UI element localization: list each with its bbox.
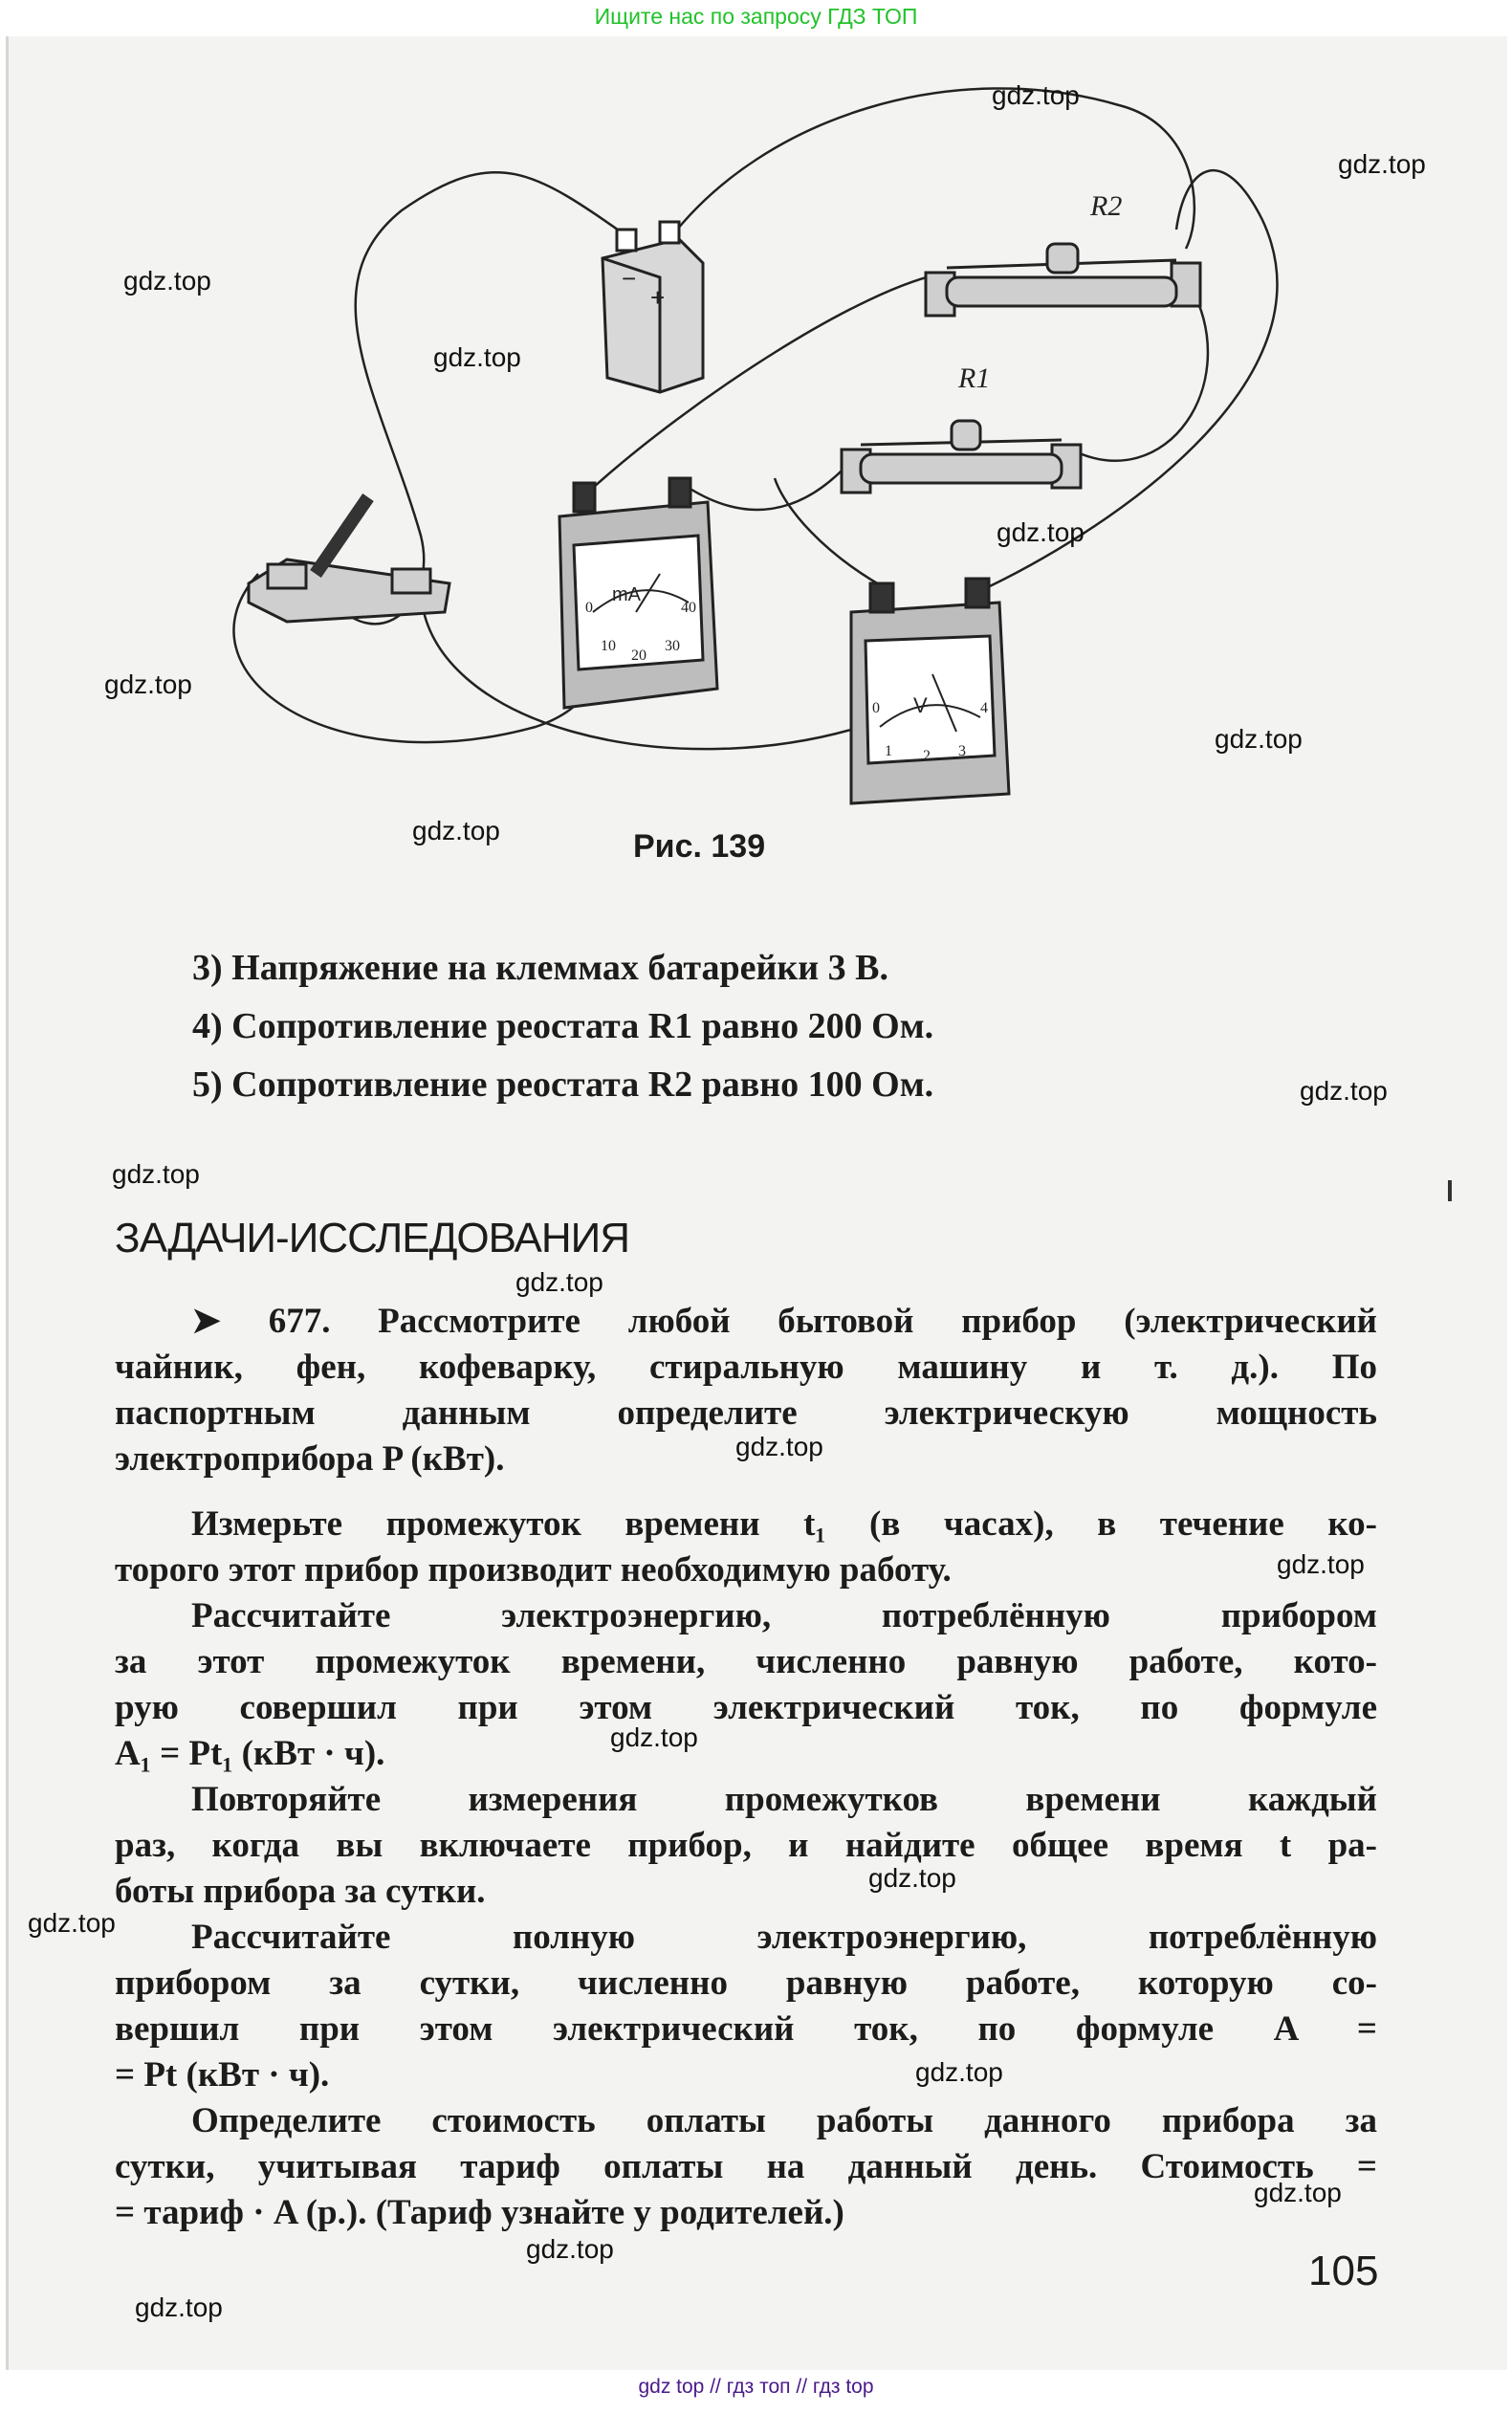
wires [233,88,1277,749]
watermark: gdz.top [610,1722,698,1752]
paragraph-line: A₁ = Pt₁ (кВт · ч). [115,1734,385,1773]
watermark: gdz.top [104,669,192,699]
paragraph-line: электроприбора P (кВт). [115,1439,505,1479]
paragraph-line: боты прибора за сутки. [115,1872,486,1911]
voltmeter-tick: 2 [923,748,931,764]
watermark: gdz.top [1338,149,1426,179]
watermark: gdz.top [112,1159,200,1189]
watermark: gdz.top [915,2057,1003,2087]
watermark: gdz.top [123,266,211,296]
paragraph-line: ➤ 677. Рассмотрите любой бытовой прибор (электрический [191,1302,1377,1341]
paragraph-line: паспортным данным определите электрическую мощность [115,1393,1377,1433]
paragraph-line: Повторяйте измерения промежутков времени каждый [191,1780,1377,1819]
condition-item-5: 5) Сопротивление реостата R2 равно 100 Ом. [192,1064,934,1105]
voltmeter-tick: 0 [872,700,880,716]
page-number: 105 [1308,2248,1379,2294]
paragraph-line: = Pt (кВт · ч). [115,2055,330,2095]
voltmeter-tick: 3 [958,743,966,759]
voltmeter [851,579,1009,803]
r1-label: R1 [958,362,991,394]
watermark: gdz.top [135,2292,223,2322]
section-heading: ЗАДАЧИ-ИССЛЕДОВАНИЯ [115,1215,630,1261]
watermark: gdz.top [515,1267,603,1297]
paragraph-line: = тариф · A (р.). (Тариф узнайте у родителей.) [115,2193,844,2232]
watermark: gdz.top [1300,1076,1388,1106]
ammeter-tick: 0 [585,600,593,616]
watermark: gdz.top [412,816,500,845]
paragraph-line: Рассчитайте полную электроэнергию, потреблённую [191,1918,1377,1957]
paragraph-line: раз, когда вы включаете прибор, и найдите общее время t ра- [115,1826,1377,1865]
watermark: gdz.top [735,1432,823,1461]
watermark: gdz.top [1277,1549,1365,1579]
watermark: gdz.top [1215,724,1303,754]
figure-caption: Рис. 139 [633,828,766,865]
ammeter-tick: 20 [631,647,646,664]
paragraph-line: рую совершил при этом электрический ток, по формуле [115,1688,1377,1727]
paragraph-line: сутки, учитывая тариф оплаты на данный день. Стоимость = [115,2147,1377,2186]
ammeter [559,478,717,708]
watermark: gdz.top [997,517,1085,547]
voltmeter-unit: V [913,693,928,717]
rheostat-r2 [926,244,1200,316]
switch [249,497,449,622]
watermark: gdz.top [992,80,1080,110]
paragraph-line: чайник, фен, кофеварку, стиральную машину и т. д.). По [115,1348,1377,1387]
voltmeter-tick: 4 [980,700,988,716]
ammeter-unit: mA [612,584,641,605]
watermark: gdz.top [28,1908,116,1938]
voltmeter-tick: 1 [885,743,892,759]
watermark: gdz.top [868,1863,956,1893]
scan-mark [1448,1180,1452,1201]
condition-item-4: 4) Сопротивление реостата R1 равно 200 Ом. [192,1006,934,1046]
paragraph-line: Рассчитайте электроэнергию, потреблённую прибором [191,1596,1377,1635]
battery-minus: − [622,264,637,293]
watermark: gdz.top [1254,2178,1342,2207]
r2-label: R2 [1090,190,1123,222]
paragraph-line: торого этот прибор производит необходимую работу. [115,1550,952,1590]
condition-item-3: 3) Напряжение на клеммах батарейки 3 В. [192,948,889,988]
footer-links[interactable]: gdz top // гдз топ // гдз top [638,2376,874,2398]
ammeter-tick: 10 [601,638,616,654]
paragraph-line: вершил при этом электрический ток, по формуле A = [115,2009,1377,2049]
battery-plus: + [650,283,666,312]
banner: Ищите нас по запросу ГДЗ ТОП [594,4,918,29]
ammeter-tick: 30 [665,638,680,654]
paragraph-line: Измерьте промежуток времени t₁ (в часах), в течение ко- [191,1504,1377,1544]
paragraph-line: Определите стоимость оплаты работы данного прибора за [191,2101,1377,2140]
battery [603,222,703,392]
rheostat-r1 [842,421,1081,493]
paragraph-line: прибором за сутки, численно равную работе, которую со- [115,1963,1377,2003]
ammeter-tick: 40 [681,600,696,616]
watermark: gdz.top [433,342,521,372]
paragraph-line: за этот промежуток времени, численно равную работе, кото- [115,1642,1377,1681]
watermark: gdz.top [526,2234,614,2264]
